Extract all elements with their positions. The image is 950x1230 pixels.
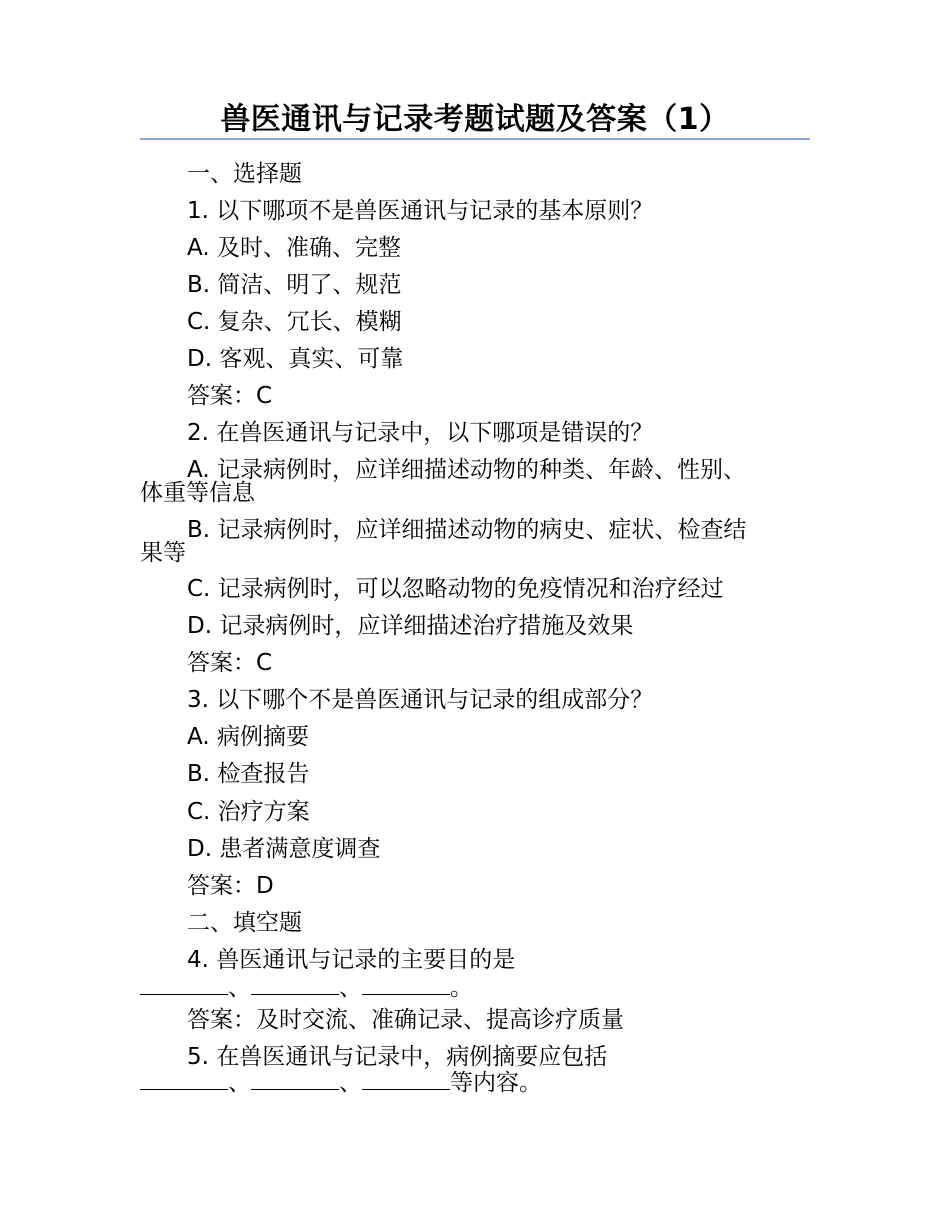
q1-answer: 答案：C <box>187 383 273 409</box>
q2-option-b-continued: 果等 <box>140 540 186 566</box>
q4-answer: 答案：及时交流、准确记录、提高诊疗质量 <box>187 1007 624 1033</box>
q4-separator-1: 、 <box>228 975 251 1001</box>
q3-option-a: A. 病例摘要 <box>187 724 309 750</box>
q5-end: 等内容。 <box>450 1070 542 1096</box>
q4-separator-2: 、 <box>339 975 362 1001</box>
q1-option-c: C. 复杂、冗长、模糊 <box>187 309 402 335</box>
q4-blank-3[interactable] <box>362 974 450 995</box>
q4-end: 。 <box>450 975 473 1001</box>
q4-blank-2[interactable] <box>251 974 339 995</box>
q2-option-a-continued: 体重等信息 <box>140 480 255 506</box>
q5-blanks <box>140 1069 542 1097</box>
q2-option-b: B. 记录病例时，应详细描述动物的病史、症状、检查结 <box>187 517 747 543</box>
q5-question: 5. 在兽医通讯与记录中，病例摘要应包括 <box>187 1044 608 1070</box>
q3-answer: 答案：D <box>187 873 274 899</box>
q5-separator-2: 、 <box>339 1070 362 1096</box>
q3-question: 3. 以下哪个不是兽医通讯与记录的组成部分？ <box>187 687 654 713</box>
page-title: 兽医通讯与记录考题试题及答案（1） <box>220 102 730 137</box>
q3-option-c: C. 治疗方案 <box>187 799 310 825</box>
q1-question: 1. 以下哪项不是兽医通讯与记录的基本原则？ <box>187 198 654 224</box>
q3-option-d: D. 患者满意度调查 <box>187 836 381 862</box>
title-underline <box>140 138 810 140</box>
q1-option-d: D. 客观、真实、可靠 <box>187 346 404 372</box>
q2-answer: 答案：C <box>187 650 273 676</box>
q5-blank-1[interactable] <box>140 1069 228 1090</box>
q4-blank-1[interactable] <box>140 974 228 995</box>
q4-blanks <box>140 974 473 1002</box>
section-fill-heading: 二、填空题 <box>187 910 302 936</box>
q2-option-c: C. 记录病例时，可以忽略动物的免疫情况和治疗经过 <box>187 576 724 602</box>
q2-option-d: D. 记录病例时，应详细描述治疗措施及效果 <box>187 613 634 639</box>
q2-question: 2. 在兽医通讯与记录中，以下哪项是错误的？ <box>187 420 654 446</box>
q5-blank-2[interactable] <box>251 1069 339 1090</box>
section-choice-heading: 一、选择题 <box>187 161 302 187</box>
q4-question: 4. 兽医通讯与记录的主要目的是 <box>187 947 516 973</box>
q2-option-a: A. 记录病例时，应详细描述动物的种类、年龄、性别、 <box>187 457 746 483</box>
q1-option-a: A. 及时、准确、完整 <box>187 235 401 261</box>
q5-blank-3[interactable] <box>362 1069 450 1090</box>
q5-separator-1: 、 <box>228 1070 251 1096</box>
q3-option-b: B. 检查报告 <box>187 761 310 787</box>
q1-option-b: B. 简洁、明了、规范 <box>187 272 402 298</box>
